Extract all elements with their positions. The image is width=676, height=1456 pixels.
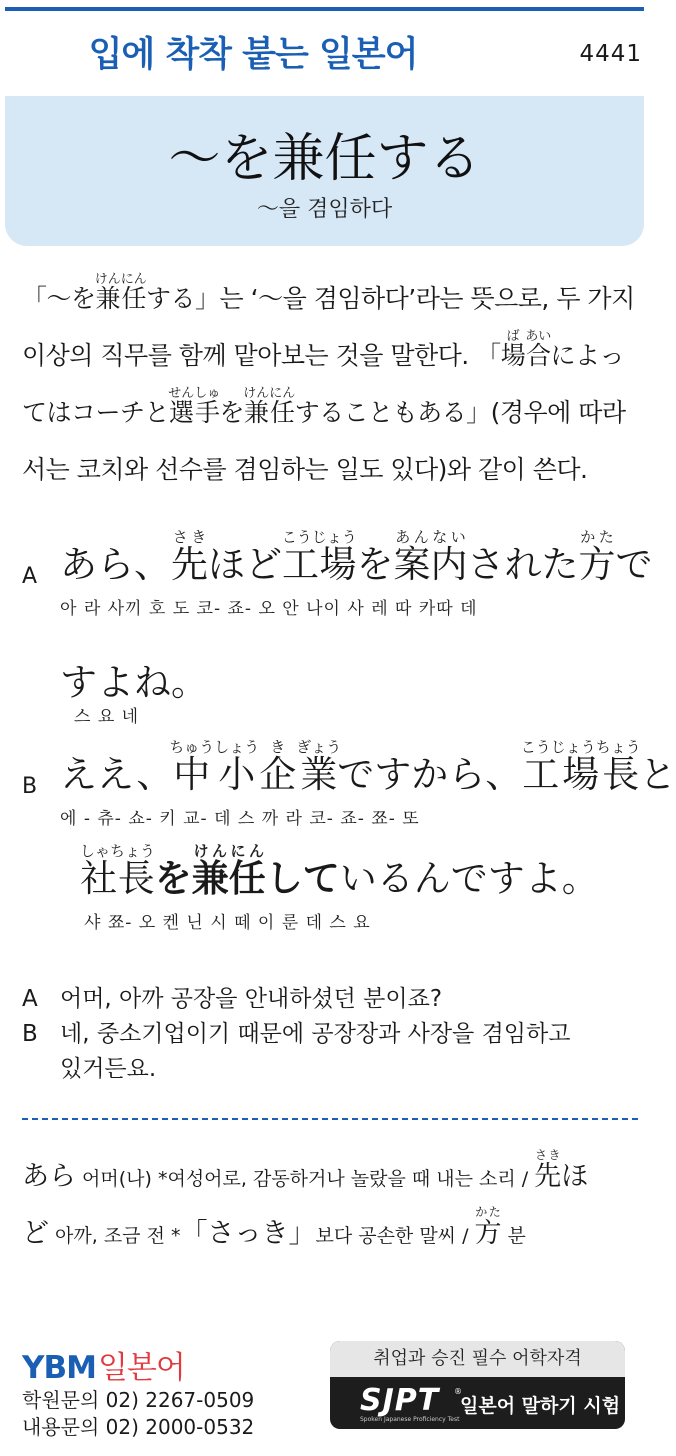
main-title: ～を兼任する (168, 129, 481, 189)
highlight-expression: を (154, 857, 192, 900)
top-rule (5, 7, 644, 11)
korean-pronunciation: 아 라 사끼 호 도 코- 죠- 오 안 나이 사 레 따 카따 데 (60, 599, 478, 619)
dialog-a-line-1 (22, 528, 653, 619)
dialog-b-line-1 (22, 738, 676, 829)
ruby-word: 選手せんしゅ (168, 386, 221, 427)
registered-mark: ® (454, 1387, 462, 1396)
contact-content: 내용문의 02) 2000-0532 (22, 1415, 255, 1439)
sub-title: ～을 겸임하다 (256, 197, 393, 222)
ybm-logo: YBM일본어 (22, 1350, 185, 1386)
sjpt-caption: Spoken Japanese Proficiency Test (360, 1416, 460, 1423)
sjpt-description: 일본어 말하기 시험 (460, 1395, 621, 1417)
korean-pronunciation: 에 - 츄- 쇼- 키 교- 데 스 까 라 코- 죠- 쬬- 또 (60, 809, 420, 829)
sjpt-logo: SJPT (360, 1383, 440, 1418)
vocab-line-1: あら 어머(나) *여성어로, 감동하거나 놀랐을 때 내는 소리 / 先さきほ (22, 1148, 589, 1192)
ruby-word: 場ば (500, 329, 526, 370)
issue-number: 4441 (579, 41, 642, 67)
speaker-b: B (22, 774, 38, 799)
dialog-a-line-2 (22, 652, 642, 727)
japanese-sentence: ええ、中小ちゅうしょう企き業ぎょうですから、工場長こうじょうちょうと (60, 738, 676, 796)
sjpt-tagline: 취업과 승진 필수 어학자격 (330, 1341, 625, 1377)
translation-a: A 어머, 아까 공장을 안내하셨던 분이죠? (22, 986, 443, 1012)
ruby-word: 兼任けんにん (94, 272, 147, 313)
title-box (5, 96, 644, 246)
vocabulary (22, 1148, 637, 1262)
sjpt-banner (330, 1341, 625, 1429)
explanation-line-3: てはコーチと選手せんしゅを兼任けんにんすることもある」(경우에 따라 (22, 386, 626, 427)
translation-b-cont: 있거든요. (60, 1056, 157, 1082)
explanation-line-4: 서는 코치와 선수를 겸임하는 일도 있다)와 같이 쓴다. (22, 455, 588, 484)
japanese-sentence: 社長しゃちょうを兼任けんにんしているんですよ。 (80, 842, 599, 900)
ruby-word: 合あい (525, 329, 552, 370)
highlight-expression: して (265, 857, 340, 900)
speaker-a: A (22, 564, 38, 589)
dialog-b-line-2 (22, 842, 642, 932)
explanation-paragraph (22, 270, 637, 498)
korean-pronunciation: 샤 쬬- 오 켄 닌 시 떼 이 룬 데 스 요 (84, 913, 371, 933)
japanese-sentence: すよね。 (60, 661, 208, 704)
contact-academy: 학원문의 02) 2267-0509 (22, 1388, 255, 1412)
translation (22, 982, 642, 1087)
dashed-divider (22, 1118, 638, 1120)
series-title: 입에 착착 붙는 일본어 (88, 35, 418, 75)
explanation-line-2: 이상의 직무를 함께 맡아보는 것을 말한다. 「場ば合あいによっ (22, 329, 624, 370)
ruby-word: 兼任けんにん (243, 386, 296, 427)
korean-pronunciation: 스 요 네 (74, 707, 140, 727)
explanation-line-1: 「～を兼任けんにんする」는 ‘～을 겸임하다’라는 뜻으로, 두 가지 (22, 272, 635, 313)
translation-b: B 네, 중소기업이기 때문에 공장장과 사장을 겸임하고 (22, 1021, 571, 1047)
vocab-line-2: ど 아까, 조금 전 *「さっき」보다 공손한 말씨 / 方かた 분 (22, 1205, 526, 1249)
japanese-sentence: あら、先さきほど工場こうじょうを案内あんないされた方かたで (60, 528, 653, 586)
